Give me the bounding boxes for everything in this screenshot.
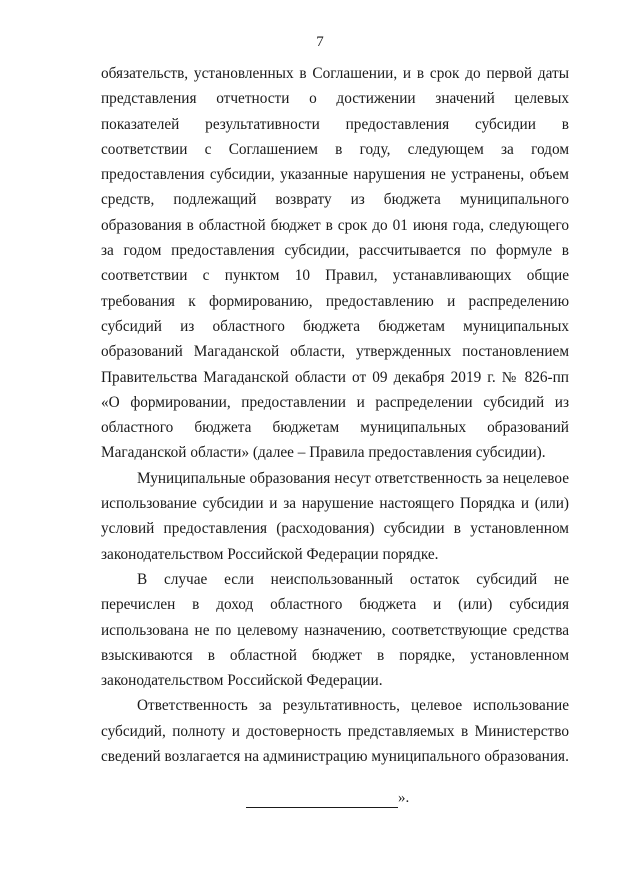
paragraph-responsibility: Муниципальные образования несут ответственность за нецелевое использование субсидии и за нарушение настоящего Порядка и (или) условий предоставления (расходования) субсидии в установленном законодательством Российской Федерации порядке.	[101, 469, 569, 563]
paragraph-unused-balance: В случае если неиспользованный остаток субсидий не перечислен в доход областного бюджета и (или) субсидия использована не по целевому назначению, соответствующие средства взыскиваются в областной бюджет в порядке, установленном законодательством Российской Федерации.	[101, 570, 569, 690]
paragraph-administration-responsibility: Ответственность за результативность, целевое использование субсидий, полноту и достоверность представляемых в Министерство сведений возлагается на администрацию муниципального образования.	[101, 697, 569, 766]
paragraph-continuation: обязательств, установленных в Соглашении, и в срок до первой даты представления отчетности о достижении значений целевых показателей результативности предоставления субсидии в соответствии с Соглашением в году, следующем за годом предоставления субсидии, указанные нарушения не устранены, объем средств, подлежащий возврату из бюджета муниципального образования в областной бюджет в срок до 01 июня года, следующего за годом предоставления субсидии, рассчитывается по формуле в соответствии с пунктом 10 Правил, устанавливающих общие требования к формированию, предоставлению и распределению субсидий из областного бюджета бюджетам муниципальных образований Магаданской области, утвержденных постановлением Правительства Магаданской области от 09 декабря 2019 г. № 826-пп «О формировании, предоставлении и распределении субсидий из областного бюджета бюджетам муниципальных образований Магаданской области» (далее – Правила предоставления субсидии).	[101, 65, 569, 462]
closing-quote: ».	[398, 790, 410, 806]
page-number: 7	[316, 34, 324, 50]
closing-line	[246, 788, 409, 808]
document-body	[101, 61, 569, 769]
blank-underline	[246, 793, 398, 808]
